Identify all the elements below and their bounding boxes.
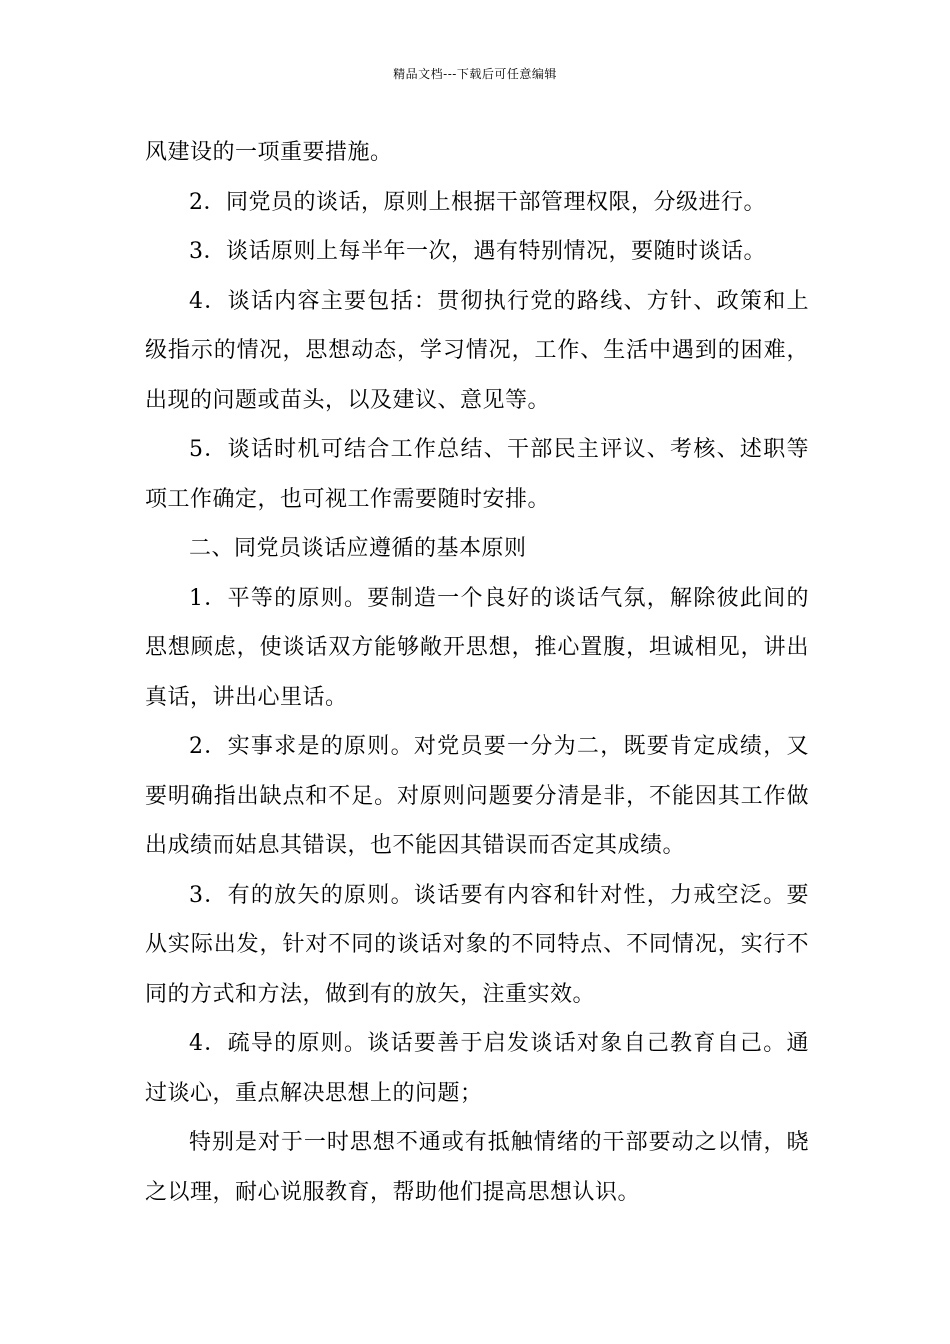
principle-3: 3．有的放矢的原则。谈话要有内容和针对性，力戒空泛。要从实际出发，针对不同的谈话对象的不同特点、不同情况，实行不同的方式和方法，做到有的放矢，注重实效。 [145, 882, 809, 1007]
section-heading: 二、同党员谈话应遵循的基本原则 [189, 536, 527, 561]
principle-1: 1．平等的原则。要制造一个良好的谈话气氛，解除彼此间的思想顾虑，使谈话双方能够敞开思想，推心置腹，坦诚相见，讲出真话，讲出心里话。 [145, 585, 809, 710]
paragraph-item-5: 5．谈话时机可结合工作总结、干部民主评议、考核、述职等项工作确定，也可视工作需要随时安排。 [145, 437, 809, 512]
document-body [145, 128, 809, 1217]
paragraph-item-4: 4．谈话内容主要包括：贯彻执行党的路线、方针、政策和上级指示的情况，思想动态，学习情况，工作、生活中遇到的困难，出现的问题或苗头，以及建议、意见等。 [145, 288, 809, 413]
principle-4-continued: 特别是对于一时思想不通或有抵触情绪的干部要动之以情，晓之以理，耐心说服教育，帮助他们提高思想认识。 [145, 1130, 809, 1205]
paragraph-item-3: 3．谈话原则上每半年一次，遇有特别情况，要随时谈话。 [189, 239, 766, 264]
page-header: 精品文档---下载后可任意编辑 [393, 67, 557, 81]
paragraph-continuation: 风建设的一项重要措施。 [145, 140, 393, 165]
paragraph-item-2: 2．同党员的谈话，原则上根据干部管理权限，分级进行。 [189, 189, 766, 215]
principle-4: 4．疏导的原则。谈话要善于启发谈话对象自己教育自己。通过谈心，重点解决思想上的问题； [145, 1031, 809, 1106]
principle-2: 2．实事求是的原则。对党员要一分为二，既要肯定成绩，又要明确指出缺点和不足。对原则问题要分清是非，不能因其工作做出成绩而姑息其错误，也不能因其错误而否定其成绩。 [145, 734, 809, 858]
